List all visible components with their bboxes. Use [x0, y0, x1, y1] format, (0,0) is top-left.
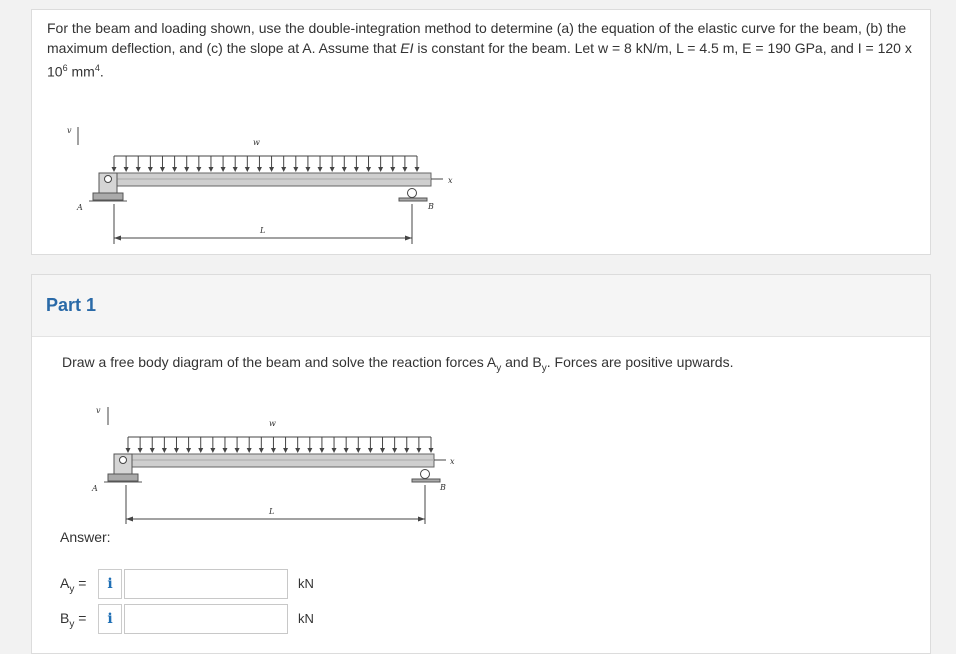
v-axis-label: v: [67, 126, 72, 135]
load-arrowhead: [196, 167, 201, 172]
load-arrowhead: [402, 167, 407, 172]
load-arrowhead: [392, 448, 397, 453]
info-button-ay[interactable]: i: [98, 569, 122, 599]
beam-diagram: [91, 406, 455, 524]
answer-variable: $A_y$ =: [60, 575, 87, 595]
load-arrowhead: [283, 448, 288, 453]
load-arrowhead: [368, 448, 373, 453]
load-arrowhead: [356, 448, 361, 453]
dimension-label-L: L: [260, 226, 266, 235]
answer-unit: kN: [298, 576, 314, 591]
load-arrowhead: [210, 448, 215, 453]
load-arrowhead: [112, 167, 117, 172]
load-arrowhead: [160, 167, 165, 172]
load-arrowhead: [172, 167, 177, 172]
load-arrowhead: [221, 167, 226, 172]
load-label-w: w: [253, 138, 260, 147]
load-arrowhead: [281, 167, 286, 172]
load-arrowhead: [390, 167, 395, 172]
load-arrowhead: [332, 448, 337, 453]
load-arrowhead: [366, 167, 371, 172]
load-arrowhead: [186, 448, 191, 453]
distributed-load-arrows: [126, 437, 434, 453]
load-arrowhead: [305, 167, 310, 172]
load-arrowhead: [245, 167, 250, 172]
load-arrowhead: [415, 167, 420, 172]
support-A-label: A: [77, 203, 83, 212]
load-arrowhead: [184, 167, 189, 172]
problem-statement: For the beam and loading shown, use the double-integration method to determine (a) the equation of the elastic curve for the beam, (b) the maximum deflection, and (c) the slope at A. Assume that EI is constant for the beam. Let w = 8 kN/m, L = 4.5 m, E = 190 GPa, and I = 120 x $10^6$ $mm^4$.: [47, 20, 912, 80]
load-arrowhead: [344, 448, 349, 453]
load-arrowhead: [271, 448, 276, 453]
load-arrowhead: [319, 448, 324, 453]
load-arrowhead: [404, 448, 409, 453]
answer-variable: $B_y$ =: [60, 610, 87, 630]
part-1-header: [32, 275, 930, 337]
load-arrowhead: [259, 448, 264, 453]
load-label-w: w: [269, 419, 276, 428]
load-arrowhead: [233, 167, 238, 172]
support-A-label: A: [92, 484, 98, 493]
load-arrowhead: [318, 167, 323, 172]
info-button-by[interactable]: i: [98, 604, 122, 634]
load-arrowhead: [162, 448, 167, 453]
problem-card: [31, 9, 931, 255]
load-arrowhead: [307, 448, 312, 453]
fbd-beam-figure: [56, 397, 456, 529]
dimension-label-L: L: [269, 507, 275, 516]
load-arrowhead: [124, 167, 129, 172]
load-arrowhead: [126, 448, 131, 453]
part-title: Part 1: [46, 295, 97, 315]
answer-input-ay[interactable]: [124, 569, 288, 599]
support-B-label: B: [440, 483, 446, 492]
v-axis-label: v: [96, 406, 101, 415]
load-arrowhead: [295, 448, 300, 453]
load-arrowhead: [136, 167, 141, 172]
load-arrowhead: [247, 448, 252, 453]
beam-diagram: [67, 126, 453, 244]
x-axis-label: x: [450, 457, 455, 466]
support-B-label: B: [428, 202, 434, 211]
load-arrowhead: [257, 167, 262, 172]
load-arrowhead: [174, 448, 179, 453]
load-arrowhead: [378, 167, 383, 172]
load-arrowhead: [198, 448, 203, 453]
load-arrowhead: [222, 448, 227, 453]
load-arrowhead: [138, 448, 143, 453]
load-arrowhead: [208, 167, 213, 172]
load-arrowhead: [416, 448, 421, 453]
part-1-card: [31, 274, 931, 654]
answer-unit: kN: [298, 611, 314, 626]
load-arrowhead: [330, 167, 335, 172]
load-arrowhead: [150, 448, 155, 453]
load-arrowhead: [429, 448, 434, 453]
part-instructions: Draw a free body diagram of the beam and solve the reaction forces $A_y$ and $B_y$. Forces are positive upwards.: [62, 354, 734, 374]
support-B-roller: [408, 189, 417, 198]
support-B-roller: [421, 470, 430, 479]
load-arrowhead: [269, 167, 274, 172]
load-arrowhead: [380, 448, 385, 453]
answer-input-by[interactable]: [124, 604, 288, 634]
beam-figure: [67, 117, 453, 247]
load-arrowhead: [293, 167, 298, 172]
answer-label: Answer:: [60, 529, 111, 545]
load-arrowhead: [342, 167, 347, 172]
load-arrowhead: [354, 167, 359, 172]
distributed-load-arrows: [112, 156, 420, 172]
load-arrowhead: [235, 448, 240, 453]
load-arrowhead: [148, 167, 153, 172]
x-axis-label: x: [448, 176, 453, 185]
